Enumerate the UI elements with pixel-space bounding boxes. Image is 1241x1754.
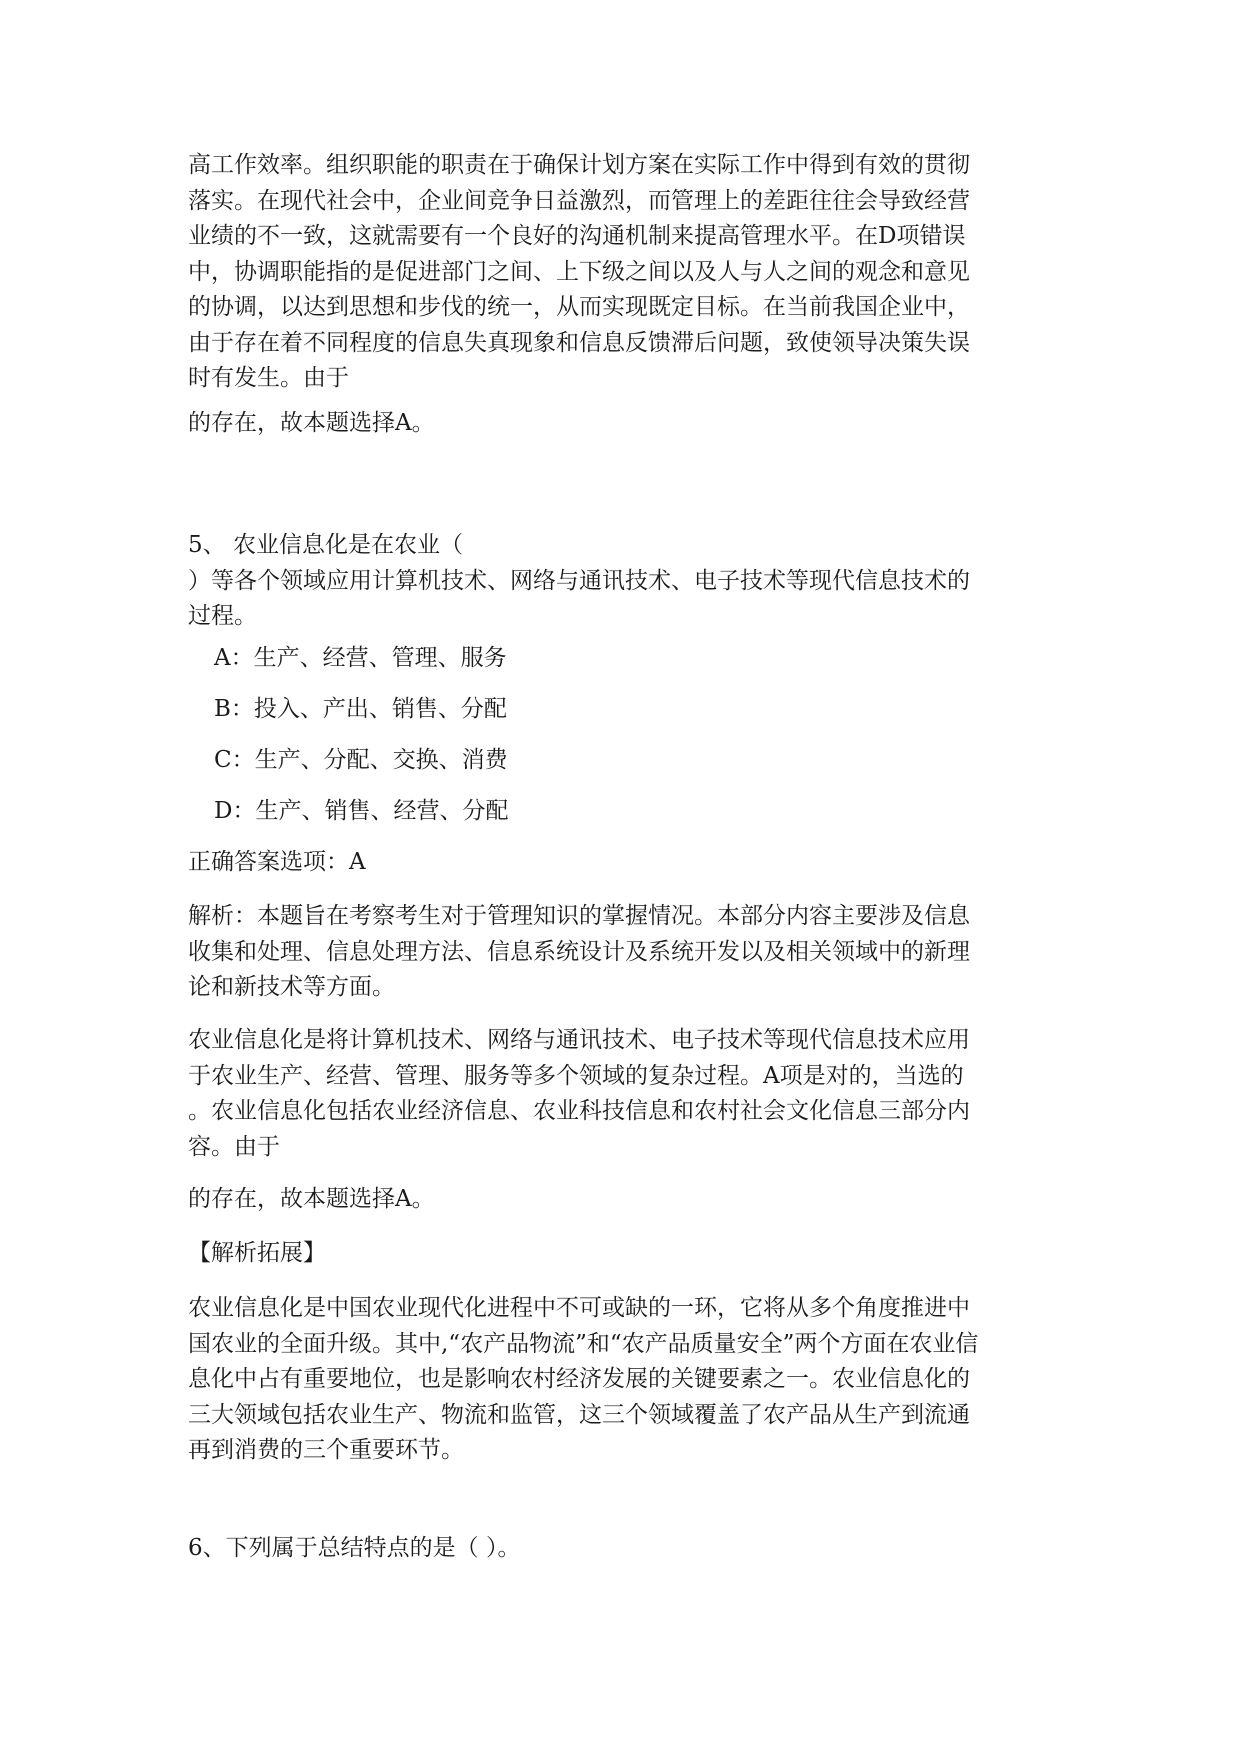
q5-extension-title: 【解析拓展】 (188, 1240, 326, 1266)
q5-answer: 正确答案选项：A (188, 849, 366, 875)
q5-extension (188, 1291, 978, 1469)
text-line: ）等各个领域应用计算机技术、网络与通讯技术、电子技术等现代信息技术的 (188, 567, 970, 594)
text-line: 三大领域包括农业生产、物流和监管，这三个领域覆盖了农产品从生产到流通 (188, 1401, 970, 1428)
text-line: 容。由于 (188, 1133, 280, 1160)
text-line: 农业信息化是中国农业现代化进程中不可或缺的一环，它将从多个角度推进中 (188, 1295, 970, 1321)
text-line: 息化中占有重要地位，也是影响农村经济发展的关键要素之一。农业信息化的 (188, 1366, 970, 1392)
text-line: 业绩的不一致，这就需要有一个良好的沟通机制来提高管理水平。在D项错误 (188, 223, 966, 249)
prev-explanation (188, 148, 970, 397)
text-line: 农业信息化是将计算机技术、网络与通讯技术、电子技术等现代信息技术应用 (188, 1027, 970, 1053)
text-line: 解析：本题旨在考察考生对于管理知识的掌握情况。本部分内容主要涉及信息 (188, 903, 970, 929)
text-line: 国农业的全面升级。其中,“农产品物流”和“农产品质量安全”两个方面在农业信 (188, 1330, 979, 1357)
q6-question: 6、下列属于总结特点的是（ ）。 (188, 1535, 521, 1561)
q5-option-b: B：投入、产出、销售、分配 (214, 696, 507, 722)
prev-conclusion: 的存在，故本题选择A。 (188, 410, 435, 436)
q5-option-a: A：生产、经营、管理、服务 (214, 645, 507, 671)
q5-analysis (188, 899, 970, 1006)
text-line: 过程。 (188, 603, 257, 629)
prev-explanation-text (188, 148, 970, 397)
text-line: 由于存在着不同程度的信息失真现象和信息反馈滞后问题，致使领导决策失误 (188, 329, 970, 356)
q5-detail (188, 1023, 970, 1165)
text-line: 收集和处理、信息处理方法、信息系统设计及系统开发以及相关领域中的新理 (188, 938, 970, 965)
q5-option-c: C：生产、分配、交换、消费 (214, 747, 508, 773)
text-line: 。农业信息化包括农业经济信息、农业科技信息和农村社会文化信息三部分内 (188, 1098, 970, 1124)
text-line: 高工作效率。组织职能的职责在于确保计划方案在实际工作中得到有效的贯彻 (188, 152, 970, 178)
text-line: 时有发生。由于 (188, 365, 349, 391)
text-line: 的协调，以达到思想和步伐的统一，从而实现既定目标。在当前我国企业中， (188, 294, 970, 320)
text-line: 于农业生产、经营、管理、服务等多个领域的复杂过程。A项是对的，当选的 (188, 1062, 964, 1089)
q5-question (188, 528, 970, 635)
text-line: 论和新技术等方面。 (188, 974, 395, 1000)
q5-conclusion: 的存在，故本题选择A。 (188, 1186, 435, 1212)
text-line: 中，协调职能指的是促进部门之间、上下级之间以及人与人之间的观念和意见 (188, 258, 970, 285)
text-line: 5、 农业信息化是在农业（ (188, 532, 463, 558)
text-line: 落实。在现代社会中，企业间竞争日益激烈，而管理上的差距往往会导致经营 (188, 187, 970, 214)
text-line: 再到消费的三个重要环节。 (188, 1437, 464, 1463)
q5-option-d: D：生产、销售、经营、分配 (214, 798, 509, 824)
